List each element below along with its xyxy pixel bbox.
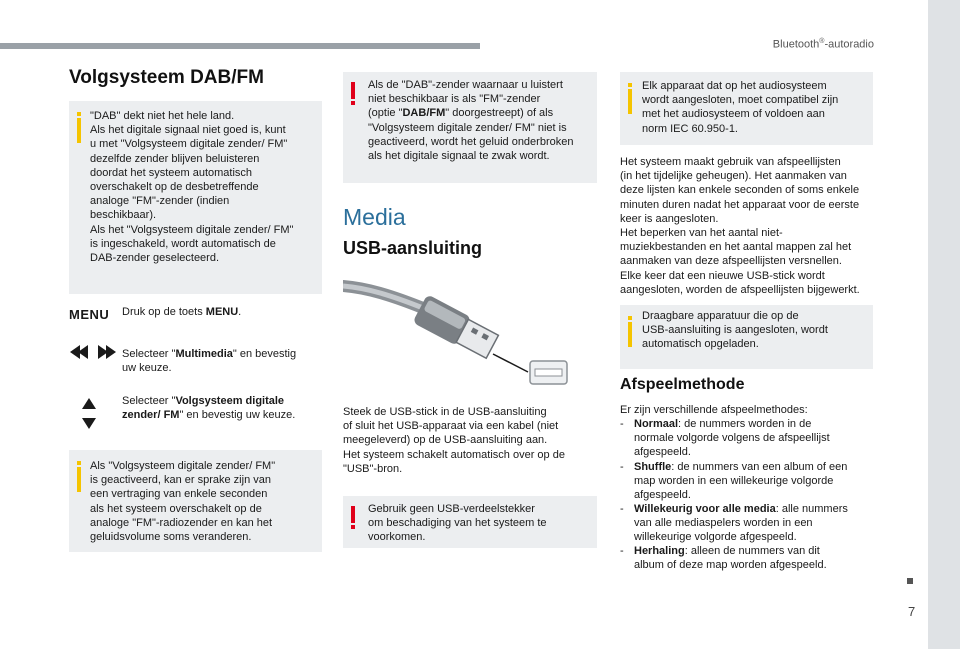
page-marker bbox=[907, 578, 913, 584]
info-box-dab bbox=[69, 101, 322, 294]
info-text-compat: Elk apparaat dat op het audiosysteem wordt aangesloten, moet compatibel zijn met het audiosysteem of voldoen aan norm IEC 60.950-1. bbox=[642, 80, 839, 135]
up-down-arrows-icon bbox=[82, 398, 96, 430]
mode-intro: Er zijn verschillende afspeelmethodes: bbox=[620, 404, 808, 416]
info-marker-icon bbox=[628, 89, 632, 114]
info-text-charging: Draagbare apparatuur die op de USB-aansluiting is aangesloten, wordt automatisch opgeladen. bbox=[642, 310, 828, 351]
info-box-charging bbox=[620, 305, 873, 369]
usb-instructions: Steek de USB-stick in de USB-aansluiting of sluit het USB-apparaat via een kabel (niet meegeleverd) op de USB-aansluiting aan. Het systeem schakelt automatisch over op de "USB"-bron. bbox=[343, 406, 565, 475]
section-title-media: Media bbox=[343, 204, 406, 230]
header-rule bbox=[0, 43, 480, 49]
page-number: 7 bbox=[908, 604, 916, 619]
section-title-usb: USB-aansluiting bbox=[343, 238, 483, 258]
step-select-multimedia: Selecteer "Multimedia" en bevestig uw keuze. bbox=[122, 348, 297, 375]
warning-box-usb-hub bbox=[343, 496, 597, 548]
skip-arrows-icon bbox=[70, 345, 116, 359]
playlist-text: Het systeem maakt gebruik van afspeellijsten (in het tijdelijke geheugen). Het aanmaken van deze lijsten kan enkele seconden of soms enkele minuten duren nadat het apparaat voor de eerste keer is aangesloten. Het beperken van het aantal niet- muziekbestanden en het aantal mappen zal het aanmaken van deze afspeellijsten versnellen. Elke keer dat een nieuwe USB-stick wordt aangesloten, worden de afspeellijsten bijgewerkt. bbox=[620, 156, 860, 296]
list-item-willekeurig: - Willekeurig voor alle media: alle nummers van alle mediaspelers worden in een willekeurige volgorde afgespeeld. bbox=[620, 503, 848, 544]
info-marker-icon bbox=[77, 467, 81, 492]
warning-text-dab: Als de "DAB"-zender waarnaar u luistert niet beschikbaar is als "FM"-zender (optie "DAB/FM" doorgestreept) of als "Volgsysteem digitale zender/ FM" niet is geactiveerd, wordt het geluid onderbroken als het digitale signaal te zwak wordt. bbox=[368, 79, 574, 163]
list-item-normaal: - Normaal: de nummers worden in de normale volgorde volgens de afspeellijst afgespeeld. bbox=[620, 418, 830, 459]
info-box-compat bbox=[620, 72, 873, 145]
warning-text-usb-hub: Gebruik geen USB-verdeelstekker om beschadiging van het systeem te voorkomen. bbox=[368, 503, 547, 544]
usb-stick-image bbox=[343, 272, 573, 390]
menu-key-icon: MENU bbox=[69, 307, 110, 322]
step-press-menu: Druk op de toets MENU. bbox=[122, 306, 242, 318]
section-title-dab-fm: Volgsysteem DAB/FM bbox=[69, 67, 264, 88]
section-title-afspeelmethode: Afspeelmethode bbox=[620, 376, 745, 393]
info-text-dab: "DAB" dekt niet het hele land. Als het digitale signaal niet goed is, kunt u met "Volgsysteem digitale zender/ FM" dezelfde zender blijven beluisteren doordat het systeem automatisch overschakelt op de desbetreffende analoge "FM"-zender (indien beschikbaar). Als het "Volgsysteem digitale zender/ FM" is ingeschakeld, wordt automatisch de DAB-zender geselecteerd. bbox=[90, 110, 294, 265]
chapter-title: Bluetooth®-autoradio bbox=[772, 38, 874, 51]
list-item-herhaling: - Herhaling: alleen de nummers van dit album of deze map worden afgespeeld. bbox=[620, 545, 827, 572]
info-marker-icon bbox=[77, 118, 81, 143]
warning-box-dab bbox=[343, 72, 597, 183]
info-box-delay bbox=[69, 450, 322, 552]
info-marker-icon bbox=[628, 322, 632, 347]
step-select-volgsysteem: Selecteer "Volgsysteem digitale zender/ FM" en bevestig uw keuze. bbox=[122, 395, 296, 422]
list-item-shuffle: - Shuffle: de nummers van een album of een map worden in een willekeurige volgorde afgespeeld. bbox=[620, 461, 848, 502]
warning-marker-icon bbox=[351, 506, 355, 523]
page-edge-band bbox=[928, 0, 960, 649]
warning-marker-icon bbox=[351, 82, 355, 99]
info-text-delay: Als "Volgsysteem digitale zender/ FM" is geactiveerd, kan er sprake zijn van een vertraging van enkele seconden als het systeem overschakelt op de analoge "FM"-radiozender en kan het geluidsvolume soms veranderen. bbox=[90, 460, 276, 544]
